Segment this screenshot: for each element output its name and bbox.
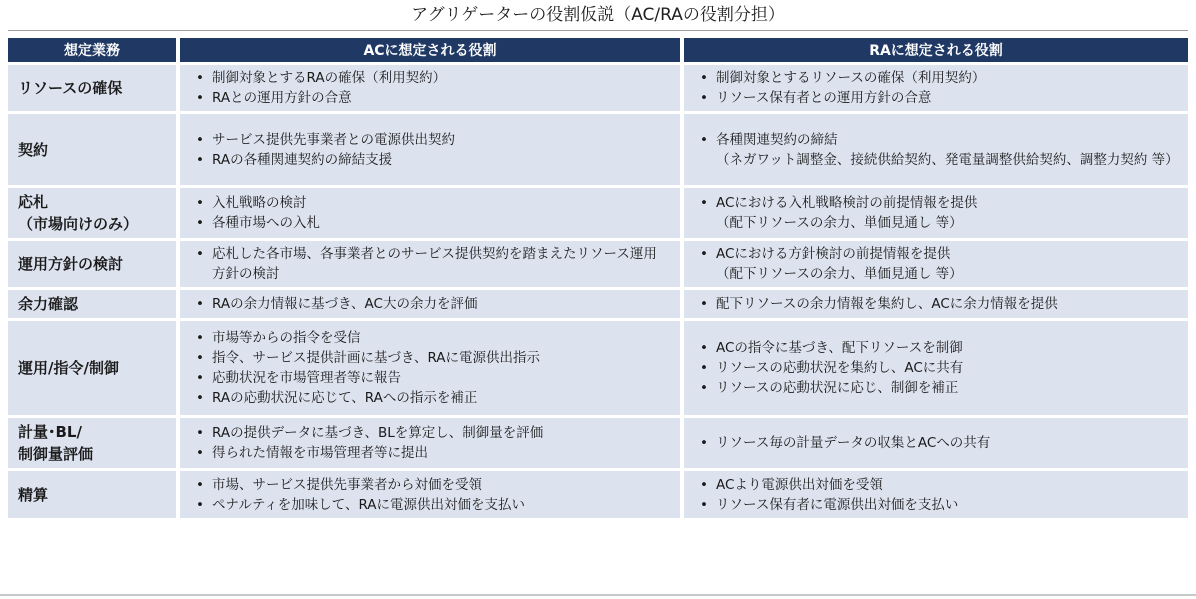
task-cell	[8, 321, 180, 415]
ac-role-cell	[180, 290, 684, 318]
task-cell	[8, 241, 180, 287]
list-item: • ACの指令に基づき、配下リソースを制御	[696, 338, 1178, 358]
task-label: 運用方針の検討	[18, 255, 124, 273]
ra-role-list	[696, 475, 1178, 515]
table-row	[8, 418, 1188, 468]
ac-role-cell	[180, 418, 684, 468]
ac-role-list	[192, 294, 670, 314]
task-label: リソースの確保	[18, 79, 123, 97]
ac-role-list	[192, 328, 670, 408]
header-ac-role: ACに想定される役割	[180, 38, 684, 62]
page-title: アグリゲーターの役割仮説（AC/RAの役割分担）	[411, 5, 785, 25]
list-item: • 市場等からの指令を受信	[192, 328, 670, 348]
ac-role-list	[192, 244, 670, 284]
note-text: （配下リソースの余力、単価見通し 等）	[716, 266, 963, 282]
ra-role-cell	[684, 418, 1188, 468]
list-item: • 応動状況を市場管理者等に報告	[192, 368, 670, 388]
ac-role-list	[192, 423, 670, 463]
ac-role-cell	[180, 114, 684, 185]
list-item: • RAの提供データに基づき、BLを算定し、制御量を評価	[192, 423, 670, 443]
ra-role-list	[696, 130, 1178, 150]
task-cell	[8, 471, 180, 518]
bottom-divider	[0, 594, 1196, 596]
table-row	[8, 65, 1188, 111]
ac-role-cell	[180, 471, 684, 518]
list-item: • サービス提供先事業者との電源供出契約	[192, 130, 670, 150]
note-text: （配下リソースの余力、単価見通し 等）	[716, 215, 963, 231]
list-item: • リソース毎の計量データの収集とACへの共有	[696, 433, 1178, 453]
task-cell	[8, 114, 180, 185]
list-item: • RAの余力情報に基づき、AC大の余力を評価	[192, 294, 670, 314]
table-body	[8, 65, 1188, 518]
ra-role-list	[696, 294, 1178, 314]
table-row	[8, 290, 1188, 318]
task-cell	[8, 188, 180, 238]
table-row	[8, 321, 1188, 415]
list-item: • 応札した各市場、各事業者とのサービス提供契約を踏まえたリソース運用方針の検討	[192, 244, 670, 284]
task-label: 契約	[18, 140, 49, 159]
ra-role-cell	[684, 114, 1188, 185]
list-item: • ACにおける方針検討の前提情報を提供	[696, 244, 1178, 264]
ac-role-cell	[180, 188, 684, 238]
list-item: • ペナルティを加味して、RAに電源供出対価を支払い	[192, 495, 670, 515]
task-label: 計量･BL/	[18, 423, 82, 441]
ac-role-list	[192, 193, 670, 233]
ra-role-cell	[684, 241, 1188, 287]
list-item: • RAの各種関連契約の締結支援	[192, 150, 670, 170]
list-item: • 各種市場への入札	[192, 213, 670, 233]
list-item: • 制御対象とするリソースの確保（利用契約）	[696, 68, 1178, 88]
list-item: • リソースの応動状況に応じ、制御を補正	[696, 378, 1178, 398]
list-item: • ACにおける入札戦略検討の前提情報を提供	[696, 193, 1178, 213]
task-cell	[8, 65, 180, 111]
task-label: 余力確認	[18, 295, 79, 313]
table-row	[8, 471, 1188, 518]
list-item: • 得られた情報を市場管理者等に提出	[192, 443, 670, 463]
header-task: 想定業務	[8, 38, 180, 62]
ac-role-cell	[180, 241, 684, 287]
list-item: • 市場、サービス提供先事業者から対価を受領	[192, 475, 670, 495]
title-divider	[8, 30, 1188, 31]
ac-role-cell	[180, 65, 684, 111]
ra-role-cell	[684, 290, 1188, 318]
ra-role-list	[696, 193, 1178, 213]
ra-role-cell	[684, 471, 1188, 518]
ra-role-list	[696, 433, 1178, 453]
table-header-row	[8, 38, 1188, 62]
list-item: • 入札戦略の検討	[192, 193, 670, 213]
list-item: • 配下リソースの余力情報を集約し、ACに余力情報を提供	[696, 294, 1178, 314]
task-label: 運用/指令/制御	[18, 359, 119, 377]
ac-role-list	[192, 130, 670, 170]
list-item: • 制御対象とするRAの確保（利用契約）	[192, 68, 670, 88]
ac-role-list	[192, 68, 670, 108]
role-table	[8, 35, 1188, 521]
list-item: • RAとの運用方針の合意	[192, 88, 670, 108]
task-cell	[8, 418, 180, 468]
ac-role-list	[192, 475, 670, 515]
ra-role-list	[696, 244, 1178, 264]
list-item: • リソースの応動状況を集約し、ACに共有	[696, 358, 1178, 378]
list-item: • ACより電源供出対価を受領	[696, 475, 1178, 495]
task-label: 制御量評価	[18, 445, 94, 463]
task-cell	[8, 290, 180, 318]
task-label: 精算	[18, 485, 49, 504]
list-item: • リソース保有者との運用方針の合意	[696, 88, 1178, 108]
ra-role-cell	[684, 65, 1188, 111]
ra-role-cell	[684, 188, 1188, 238]
list-item: • 指令、サービス提供計画に基づき、RAに電源供出指示	[192, 348, 670, 368]
list-item: • RAの応動状況に応じて、RAへの指示を補正	[192, 388, 670, 408]
task-label: （市場向けのみ）	[18, 215, 139, 233]
table-row	[8, 241, 1188, 287]
table-row	[8, 114, 1188, 185]
task-label: 応札	[18, 193, 49, 211]
ra-role-list	[696, 338, 1178, 398]
header-ra-role: RAに想定される役割	[684, 38, 1188, 62]
ra-role-cell	[684, 321, 1188, 415]
list-item: • 各種関連契約の締結	[696, 130, 1178, 150]
ac-role-cell	[180, 321, 684, 415]
ra-role-list	[696, 68, 1178, 108]
list-item: • リソース保有者に電源供出対価を支払い	[696, 495, 1178, 515]
table-row	[8, 188, 1188, 238]
note-text: （ネガワット調整金、接続供給契約、発電量調整供給契約、調整力契約 等）	[716, 151, 1179, 168]
